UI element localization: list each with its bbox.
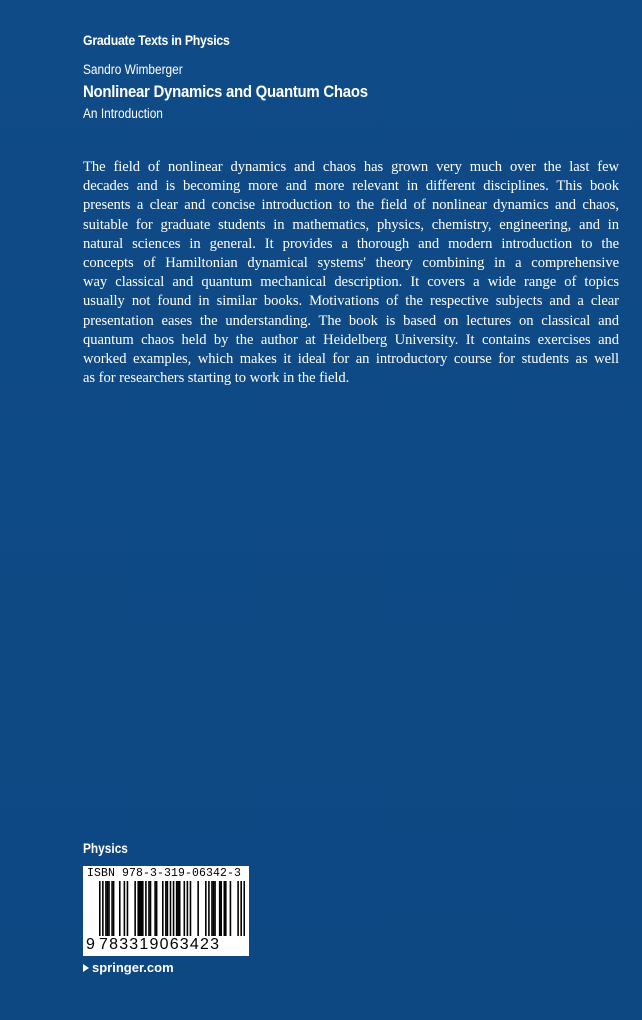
series-name: Graduate Texts in Physics [83, 32, 230, 48]
barcode-bar [213, 881, 215, 937]
barcode-bar [177, 881, 179, 937]
description-line: concepts of Hamiltonian dynamical systems' theory combining in a comprehensive [83, 255, 619, 272]
barcode-bar [190, 881, 192, 937]
barcode-bar [243, 881, 245, 939]
author-name: Sandro Wimberger [83, 62, 183, 77]
description-line: way classical and quantum mechanical description. It covers a wide range of topics [83, 274, 619, 291]
barcode-bar [165, 881, 167, 937]
barcode-bar [240, 881, 242, 939]
barcode-bar [139, 881, 141, 937]
description-line: usually not found in similar books. Motivations of the respective subjects and a clear [83, 293, 619, 310]
barcode-bar [197, 881, 199, 937]
barcode-bar [150, 881, 152, 937]
barcode-bar [225, 881, 227, 937]
barcode-bar [220, 881, 222, 937]
barcode-bar [140, 881, 142, 937]
barcode-bar [142, 881, 144, 937]
barcode-bar [137, 881, 139, 937]
barcode-bar [176, 881, 178, 937]
publisher-website[interactable] [83, 960, 174, 975]
barcode-bar [124, 881, 126, 937]
ean-digits: 783319063423 [99, 936, 245, 954]
description-line: decades and is becoming more and more relevant in different disciplines. This book [83, 178, 619, 195]
description-line: The field of nonlinear dynamics and chaos has grown very much over the last few [83, 159, 619, 175]
description-line: quantum chaos held by the author at Heidelberg University. It contains exercises and [83, 331, 619, 348]
description-line: suitable for graduate students in mathematics, physics, chemistry, engineering, and in [83, 216, 619, 233]
barcode-bar [170, 881, 172, 939]
barcode-bars [99, 881, 245, 939]
description-line: presentation eases the understanding. The book is based on lectures on classical and [83, 312, 619, 329]
barcode-bar [134, 881, 136, 937]
barcode-bar [211, 881, 213, 937]
book-subtitle: An Introduction [83, 106, 163, 121]
barcode-bar [167, 881, 169, 937]
barcode-bar [111, 881, 113, 937]
ean-first-digit: 9 [86, 936, 95, 953]
isbn-label: ISBN 978-3-319-06342-3 [87, 867, 242, 880]
barcode-bar [108, 881, 110, 937]
barcode-bar [154, 881, 156, 937]
description-line: worked examples, which makes it ideal for an introductory course for students as well [83, 351, 619, 368]
barcode-bar [173, 881, 175, 939]
barcode-bar [113, 881, 115, 937]
barcode-bar [184, 881, 186, 937]
barcode-bar [119, 881, 121, 937]
barcode-bar [187, 881, 189, 937]
barcode-bar [102, 881, 104, 939]
barcode-bar [156, 881, 158, 937]
barcode-bar [148, 881, 150, 937]
barcode-bar [223, 881, 225, 937]
book-description [83, 158, 623, 388]
barcode-bar [230, 881, 232, 937]
barcode-bar [107, 881, 109, 937]
barcode-bar [145, 881, 147, 937]
barcode-bar [205, 881, 207, 937]
description-line: as for researchers starting to work in the field. [83, 370, 350, 387]
barcode-bar [179, 881, 181, 937]
arrow-right-icon [83, 964, 89, 972]
barcode-bar [219, 881, 221, 937]
barcode-bar [127, 881, 129, 937]
isbn-barcode [83, 866, 249, 956]
subject-label: Physics [83, 841, 128, 856]
barcode-bar [99, 881, 101, 939]
barcode-bar [237, 881, 239, 937]
barcode-bar [208, 881, 210, 937]
description-line: presents a clear and concise introduction to the field of nonlinear dynamics and chaos, [83, 197, 619, 214]
website-label: springer.com [92, 960, 174, 975]
barcode-bar [214, 881, 216, 937]
description-line: natural sciences in general. It provides a thorough and modern introduction to the [83, 235, 619, 252]
barcode-bar [162, 881, 164, 937]
barcode-bar [105, 881, 107, 937]
book-title: Nonlinear Dynamics and Quantum Chaos [83, 82, 368, 101]
